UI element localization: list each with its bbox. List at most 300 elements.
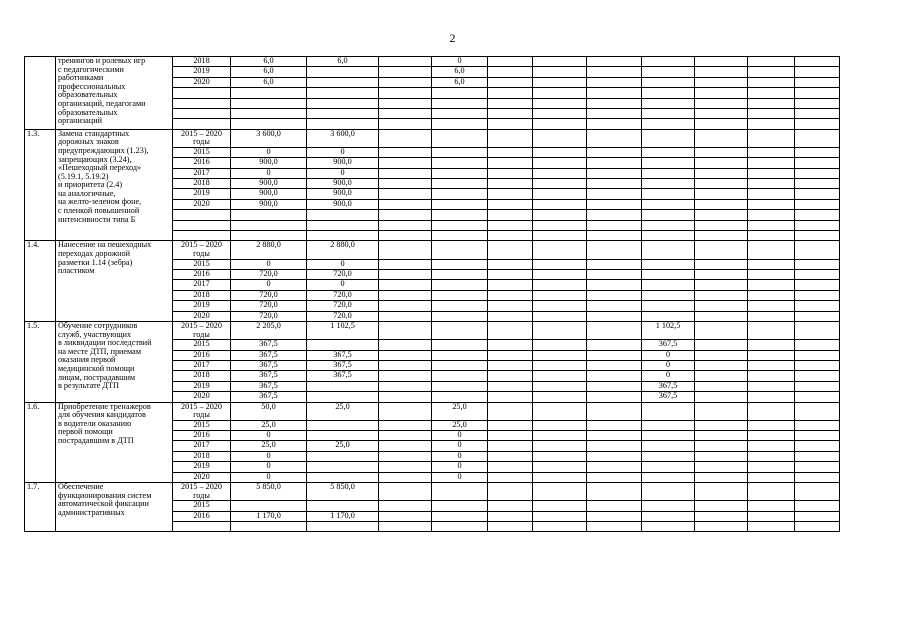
item-name-line: разметки 1.14 (зебра) xyxy=(58,257,133,267)
value-cell xyxy=(488,360,533,370)
value-cell xyxy=(587,321,642,339)
item-name-line: «Пешеходный переход» xyxy=(58,163,142,173)
value-cell xyxy=(379,321,432,339)
value-cell: 1 170,0 xyxy=(231,511,307,521)
year-cell: 2019 xyxy=(173,67,231,77)
item-name-line: (5.19.1, 5.19.2) xyxy=(58,171,109,181)
value-cell xyxy=(379,241,432,259)
value-cell xyxy=(748,451,795,461)
value-cell xyxy=(231,108,307,118)
value-cell xyxy=(642,301,695,311)
value-cell xyxy=(488,88,533,98)
value-cell xyxy=(488,350,533,360)
item-name-line: служб, участвующих xyxy=(58,329,132,339)
value-cell xyxy=(488,129,533,147)
value-cell xyxy=(488,77,533,87)
value-cell xyxy=(695,462,748,472)
year-cell: 2015 – 2020 годы xyxy=(173,483,231,501)
value-cell xyxy=(231,98,307,108)
table-row xyxy=(25,129,883,147)
value-cell xyxy=(307,462,379,472)
value-cell xyxy=(488,511,533,521)
value-cell xyxy=(695,301,748,311)
value-cell xyxy=(748,522,795,532)
value-cell xyxy=(795,88,840,98)
year-cell: 2018 xyxy=(173,57,231,67)
value-cell xyxy=(695,381,748,391)
value-cell xyxy=(533,280,587,290)
value-cell xyxy=(748,462,795,472)
value-cell xyxy=(695,57,748,67)
item-name xyxy=(56,129,173,241)
value-cell: 25,0 xyxy=(432,402,488,420)
value-cell xyxy=(587,231,642,241)
value-cell xyxy=(748,301,795,311)
value-cell xyxy=(533,67,587,77)
value-cell xyxy=(587,129,642,147)
value-cell xyxy=(795,77,840,87)
value-cell xyxy=(379,129,432,147)
value-cell xyxy=(587,77,642,87)
value-cell xyxy=(533,381,587,391)
value-cell: 0 xyxy=(307,280,379,290)
value-cell xyxy=(695,270,748,280)
value-cell xyxy=(533,108,587,118)
value-cell: 900,0 xyxy=(231,179,307,189)
value-cell xyxy=(307,431,379,441)
year-cell: 2016 xyxy=(173,431,231,441)
year-cell: 2015 – 2020 годы xyxy=(173,129,231,147)
value-cell: 0 xyxy=(432,472,488,482)
value-cell xyxy=(488,241,533,259)
value-cell xyxy=(642,220,695,230)
value-cell xyxy=(587,270,642,280)
year-cell: 2020 xyxy=(173,311,231,321)
item-name-line: профессиональных xyxy=(58,81,126,91)
year-cell: 2016 xyxy=(173,270,231,280)
item-name-line: интенсивности типа Б xyxy=(58,214,136,224)
value-cell xyxy=(587,371,642,381)
value-cell xyxy=(533,158,587,168)
value-cell xyxy=(488,371,533,381)
value-cell xyxy=(795,451,840,461)
value-cell xyxy=(642,210,695,220)
value-cell xyxy=(695,483,748,501)
value-cell: 25,0 xyxy=(231,441,307,451)
value-cell: 720,0 xyxy=(231,290,307,300)
value-cell: 367,5 xyxy=(642,392,695,402)
value-cell xyxy=(695,311,748,321)
value-cell xyxy=(488,189,533,199)
value-cell xyxy=(587,340,642,350)
item-name-line: Обеспечение xyxy=(58,482,104,492)
year-cell: 2015 – 2020 годы xyxy=(173,402,231,420)
value-cell xyxy=(748,259,795,269)
value-cell xyxy=(379,290,432,300)
item-number: 1.5. xyxy=(25,321,56,402)
item-name xyxy=(56,483,173,532)
value-cell xyxy=(748,501,795,511)
value-cell xyxy=(379,371,432,381)
year-cell xyxy=(173,210,231,220)
year-cell: 2015 xyxy=(173,259,231,269)
value-cell: 720,0 xyxy=(307,311,379,321)
value-cell xyxy=(432,511,488,521)
value-cell xyxy=(642,431,695,441)
value-cell xyxy=(795,340,840,350)
value-cell xyxy=(587,57,642,67)
value-cell xyxy=(379,158,432,168)
value-cell xyxy=(533,360,587,370)
value-cell xyxy=(488,98,533,108)
value-cell xyxy=(533,129,587,147)
value-cell xyxy=(488,67,533,77)
value-cell: 0 xyxy=(231,259,307,269)
value-cell xyxy=(795,147,840,157)
value-cell xyxy=(587,199,642,209)
value-cell xyxy=(795,241,840,259)
value-cell xyxy=(748,158,795,168)
year-cell xyxy=(173,119,231,129)
value-cell xyxy=(231,501,307,511)
value-cell xyxy=(488,462,533,472)
value-cell xyxy=(587,119,642,129)
value-cell: 0 xyxy=(432,431,488,441)
value-cell xyxy=(432,241,488,259)
value-cell xyxy=(231,220,307,230)
value-cell xyxy=(432,189,488,199)
value-cell xyxy=(379,280,432,290)
value-cell xyxy=(642,129,695,147)
value-cell xyxy=(432,147,488,157)
value-cell xyxy=(533,301,587,311)
value-cell xyxy=(587,280,642,290)
value-cell xyxy=(748,189,795,199)
item-name-line: оказания первой xyxy=(58,355,116,365)
value-cell xyxy=(587,431,642,441)
value-cell xyxy=(379,501,432,511)
table-row xyxy=(25,321,883,339)
value-cell: 0 xyxy=(231,451,307,461)
value-cell xyxy=(642,168,695,178)
value-cell xyxy=(642,311,695,321)
value-cell xyxy=(748,77,795,87)
value-cell xyxy=(432,231,488,241)
item-name-line: в водители оказанию xyxy=(58,418,132,428)
item-name-line: предупреждающих (1.23), xyxy=(58,145,149,155)
table-row xyxy=(25,241,883,259)
value-cell xyxy=(533,210,587,220)
item-name-line: образовательных xyxy=(58,107,118,117)
value-cell xyxy=(587,462,642,472)
value-cell xyxy=(488,147,533,157)
value-cell: 367,5 xyxy=(231,360,307,370)
value-cell xyxy=(695,511,748,521)
item-name-line: лицам, пострадавшим xyxy=(58,372,136,382)
item-name-line: образовательных xyxy=(58,90,118,100)
value-cell xyxy=(533,321,587,339)
year-cell: 2015 xyxy=(173,501,231,511)
value-cell xyxy=(533,77,587,87)
value-cell: 367,5 xyxy=(642,340,695,350)
year-cell: 2017 xyxy=(173,360,231,370)
year-cell: 2018 xyxy=(173,179,231,189)
value-cell xyxy=(307,451,379,461)
value-cell xyxy=(642,451,695,461)
value-cell xyxy=(307,210,379,220)
year-cell: 2020 xyxy=(173,77,231,87)
value-cell xyxy=(695,199,748,209)
item-name-line: организаций xyxy=(58,116,102,126)
value-cell xyxy=(695,431,748,441)
value-cell: 0 xyxy=(432,462,488,472)
value-cell xyxy=(748,119,795,129)
value-cell xyxy=(587,350,642,360)
value-cell xyxy=(379,179,432,189)
value-cell xyxy=(642,241,695,259)
year-cell: 2017 xyxy=(173,441,231,451)
value-cell xyxy=(748,511,795,521)
value-cell xyxy=(488,420,533,430)
value-cell xyxy=(795,350,840,360)
year-cell: 2019 xyxy=(173,189,231,199)
year-cell xyxy=(173,108,231,118)
value-cell: 0 xyxy=(231,168,307,178)
value-cell xyxy=(695,472,748,482)
value-cell xyxy=(379,270,432,280)
year-cell: 2016 xyxy=(173,511,231,521)
value-cell xyxy=(642,462,695,472)
value-cell xyxy=(379,311,432,321)
value-cell xyxy=(488,483,533,501)
value-cell xyxy=(748,420,795,430)
value-cell xyxy=(795,501,840,511)
year-cell: 2016 xyxy=(173,158,231,168)
value-cell xyxy=(695,158,748,168)
value-cell: 900,0 xyxy=(231,199,307,209)
value-cell xyxy=(795,270,840,280)
year-cell xyxy=(173,88,231,98)
value-cell xyxy=(379,483,432,501)
value-cell xyxy=(488,108,533,118)
value-cell xyxy=(533,350,587,360)
value-cell xyxy=(533,501,587,511)
value-cell xyxy=(695,340,748,350)
year-cell: 2018 xyxy=(173,290,231,300)
value-cell xyxy=(488,392,533,402)
value-cell: 6,0 xyxy=(432,67,488,77)
item-name-line: переходах дорожной xyxy=(58,249,130,259)
value-cell xyxy=(432,522,488,532)
item-name-line: дорожных знаков xyxy=(58,137,119,147)
value-cell xyxy=(642,472,695,482)
value-cell xyxy=(432,270,488,280)
value-cell xyxy=(488,259,533,269)
value-cell xyxy=(533,241,587,259)
value-cell xyxy=(748,168,795,178)
item-name-line: с педагогическими xyxy=(58,64,124,74)
value-cell xyxy=(795,431,840,441)
value-cell xyxy=(307,77,379,87)
value-cell: 0 xyxy=(432,441,488,451)
value-cell: 367,5 xyxy=(231,381,307,391)
value-cell xyxy=(587,88,642,98)
value-cell xyxy=(695,350,748,360)
value-cell xyxy=(642,147,695,157)
value-cell xyxy=(432,129,488,147)
value-cell xyxy=(379,199,432,209)
value-cell xyxy=(642,522,695,532)
year-cell: 2020 xyxy=(173,472,231,482)
value-cell xyxy=(379,57,432,67)
page-number: 2 xyxy=(449,31,456,45)
value-cell xyxy=(432,108,488,118)
value-cell xyxy=(307,88,379,98)
value-cell xyxy=(379,350,432,360)
value-cell xyxy=(379,119,432,129)
value-cell xyxy=(432,381,488,391)
item-name-line: для обучения кандидатов xyxy=(58,410,146,420)
value-cell xyxy=(533,511,587,521)
value-cell xyxy=(795,371,840,381)
value-cell xyxy=(695,441,748,451)
value-cell xyxy=(533,311,587,321)
value-cell: 720,0 xyxy=(231,270,307,280)
year-cell: 2017 xyxy=(173,280,231,290)
value-cell: 900,0 xyxy=(307,158,379,168)
value-cell xyxy=(231,210,307,220)
value-cell xyxy=(307,119,379,129)
value-cell xyxy=(748,280,795,290)
year-cell: 2015 – 2020 годы xyxy=(173,241,231,259)
value-cell xyxy=(795,231,840,241)
value-cell xyxy=(307,67,379,77)
value-cell: 367,5 xyxy=(231,392,307,402)
value-cell xyxy=(307,98,379,108)
item-name-line: Обучение сотрудников xyxy=(58,321,138,330)
value-cell xyxy=(748,220,795,230)
budget-table xyxy=(24,56,883,532)
value-cell xyxy=(795,108,840,118)
value-cell xyxy=(695,241,748,259)
year-cell: 2016 xyxy=(173,350,231,360)
value-cell xyxy=(748,270,795,280)
item-name-line: Приобретение тренажеров xyxy=(58,402,151,411)
table-body xyxy=(25,57,883,532)
year-cell: 2019 xyxy=(173,462,231,472)
value-cell xyxy=(795,168,840,178)
value-cell xyxy=(748,340,795,350)
value-cell xyxy=(379,189,432,199)
year-cell xyxy=(173,231,231,241)
value-cell xyxy=(488,220,533,230)
value-cell xyxy=(748,311,795,321)
value-cell xyxy=(695,179,748,189)
value-cell xyxy=(795,189,840,199)
value-cell xyxy=(587,402,642,420)
value-cell xyxy=(379,381,432,391)
value-cell xyxy=(432,220,488,230)
value-cell xyxy=(432,179,488,189)
value-cell xyxy=(488,168,533,178)
value-cell xyxy=(307,220,379,230)
item-number: 1.4. xyxy=(25,241,56,322)
value-cell xyxy=(488,210,533,220)
value-cell xyxy=(488,270,533,280)
item-name-line: на месте ДТП, приемам xyxy=(58,346,141,356)
value-cell xyxy=(642,108,695,118)
value-cell xyxy=(748,371,795,381)
value-cell xyxy=(432,199,488,209)
value-cell xyxy=(533,220,587,230)
value-cell xyxy=(432,88,488,98)
value-cell: 25,0 xyxy=(432,420,488,430)
year-cell: 2015 xyxy=(173,420,231,430)
year-cell: 2015 – 2020 годы xyxy=(173,321,231,339)
value-cell xyxy=(307,522,379,532)
value-cell xyxy=(533,441,587,451)
value-cell xyxy=(748,290,795,300)
value-cell: 1 102,5 xyxy=(642,321,695,339)
value-cell xyxy=(533,168,587,178)
value-cell: 720,0 xyxy=(307,301,379,311)
item-name-line: функционирования систем xyxy=(58,490,152,500)
value-cell xyxy=(642,259,695,269)
value-cell: 720,0 xyxy=(307,270,379,280)
value-cell xyxy=(642,441,695,451)
value-cell xyxy=(379,402,432,420)
value-cell xyxy=(587,441,642,451)
value-cell xyxy=(432,340,488,350)
value-cell xyxy=(795,199,840,209)
value-cell xyxy=(642,77,695,87)
value-cell: 6,0 xyxy=(432,77,488,87)
value-cell xyxy=(695,231,748,241)
value-cell xyxy=(488,441,533,451)
value-cell: 367,5 xyxy=(307,360,379,370)
value-cell xyxy=(307,231,379,241)
value-cell xyxy=(795,220,840,230)
value-cell xyxy=(748,108,795,118)
value-cell: 367,5 xyxy=(231,340,307,350)
value-cell xyxy=(642,501,695,511)
value-cell xyxy=(642,402,695,420)
value-cell xyxy=(748,483,795,501)
value-cell xyxy=(533,270,587,280)
value-cell xyxy=(695,522,748,532)
value-cell xyxy=(795,381,840,391)
item-name-line: Нанесение на пешеходных xyxy=(58,240,152,250)
value-cell: 0 xyxy=(231,462,307,472)
value-cell xyxy=(533,472,587,482)
value-cell xyxy=(432,311,488,321)
item-name xyxy=(56,241,173,322)
value-cell xyxy=(488,451,533,461)
value-cell xyxy=(795,119,840,129)
value-cell: 1 102,5 xyxy=(307,321,379,339)
value-cell: 5 850,0 xyxy=(231,483,307,501)
value-cell xyxy=(587,158,642,168)
value-cell xyxy=(533,420,587,430)
item-number: 1.6. xyxy=(25,402,56,483)
value-cell xyxy=(379,220,432,230)
value-cell xyxy=(379,259,432,269)
value-cell xyxy=(587,472,642,482)
value-cell: 2 880,0 xyxy=(307,241,379,259)
value-cell: 2 205,0 xyxy=(231,321,307,339)
value-cell xyxy=(587,392,642,402)
year-cell: 2019 xyxy=(173,381,231,391)
